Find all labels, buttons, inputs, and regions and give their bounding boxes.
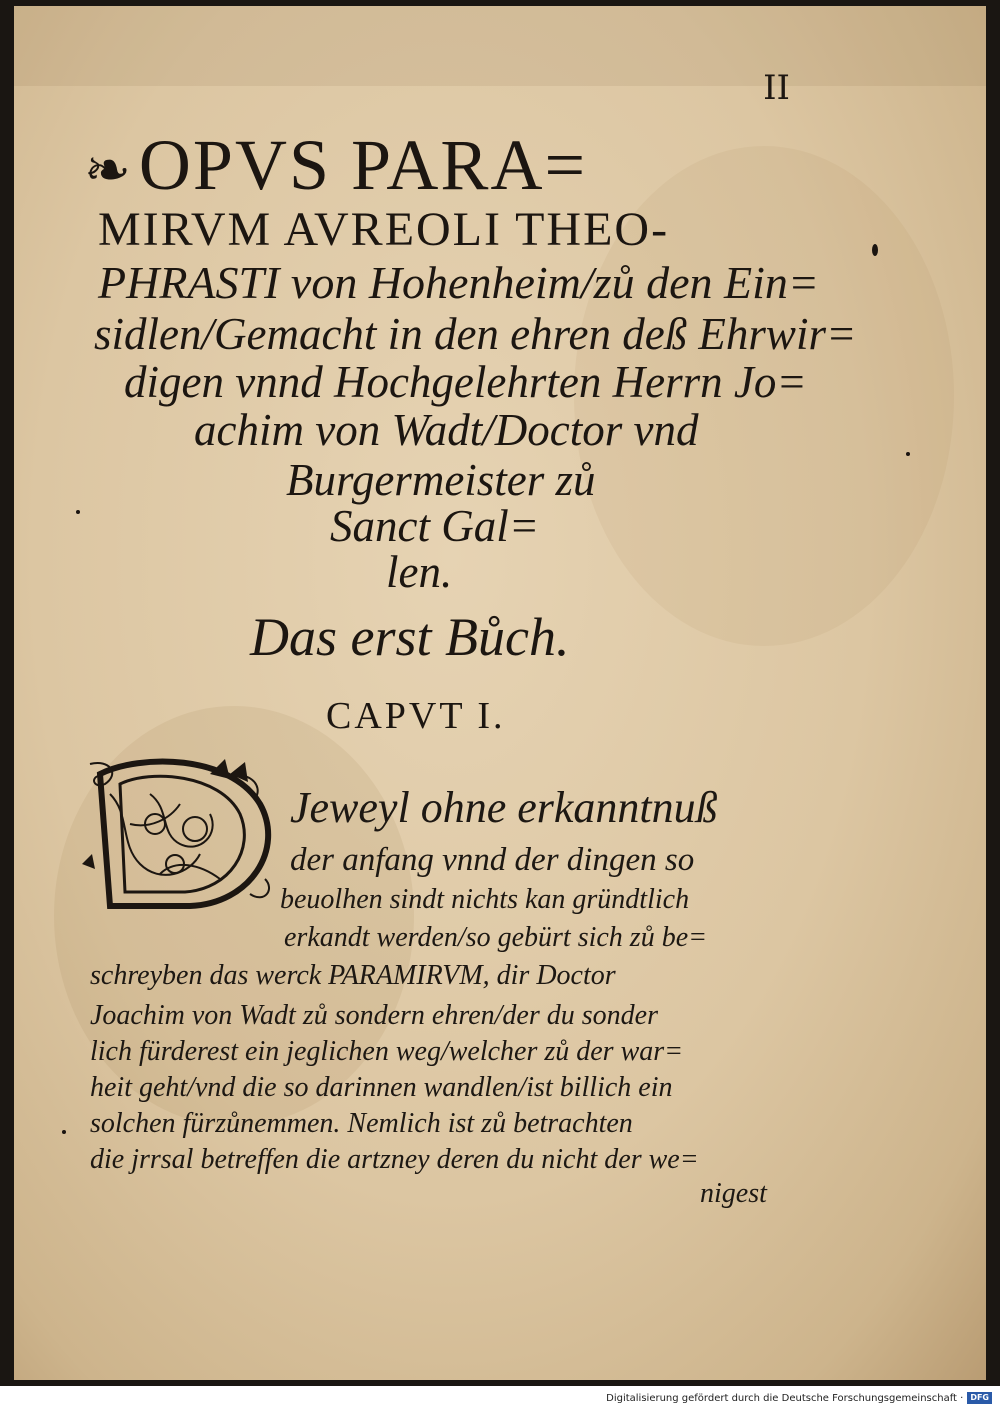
ink-spot xyxy=(62,1130,66,1134)
ink-spot xyxy=(906,452,910,456)
title-line-1 xyxy=(84,124,587,207)
book-page xyxy=(14,6,986,1380)
body-line-7: lich fürderest ein jeglichen weg/welcher zů der war= xyxy=(90,1036,684,1067)
book-heading: Das erst Bůch. xyxy=(250,607,570,667)
credit-text: Digitalisierung gefördert durch die Deutsche Forschungsgemeinschaft · xyxy=(606,1392,964,1404)
decorated-initial-d-icon xyxy=(80,754,280,912)
catchword: nigest xyxy=(700,1178,767,1209)
title-line-5: digen vnnd Hochgelehrten Herrn Jo= xyxy=(124,357,807,407)
digitization-credit xyxy=(606,1392,992,1404)
body-line-3: beuolhen sindt nichts kan gründtlich xyxy=(280,884,690,915)
body-line-8: heit geht/vnd die so darinnen wandlen/ist billich ein xyxy=(90,1072,673,1103)
title-line-4: sidlen/Gemacht in den ehren deß Ehrwir= xyxy=(94,309,857,359)
title-line-8: Sanct Gal= xyxy=(330,501,540,551)
edge-shadow xyxy=(14,6,986,86)
body-line-10: die jrrsal betreffen die artzney deren du nicht der we= xyxy=(90,1144,699,1175)
ink-spot xyxy=(76,510,80,514)
body-line-5: schreyben das werck PARAMIRVM, dir Doctor xyxy=(90,960,616,991)
chapter-heading: CAPVT I. xyxy=(326,695,506,737)
body-line-2: der anfang vnnd der dingen so xyxy=(290,842,695,878)
fleuron-ornament-icon: ❧ xyxy=(84,140,133,202)
title-line-1-text: OPVS PARA= xyxy=(138,125,588,205)
title-line-9: len. xyxy=(386,547,453,597)
ink-spot xyxy=(872,244,878,256)
title-line-3: PHRASTI von Hohenheim/zů den Ein= xyxy=(98,257,819,308)
body-line-4: erkandt werden/so gebürt sich zů be= xyxy=(284,922,708,953)
body-line-6: Joachim von Wadt zů sondern ehren/der du sonder xyxy=(90,1000,658,1031)
title-line-2: MIRVM AVREOLI THEO- xyxy=(98,203,670,256)
body-line-9: solchen fürzůnemmen. Nemlich ist zů betrachten xyxy=(90,1108,633,1139)
body-line-1: Jeweyl ohne erkanntnuß xyxy=(290,783,718,832)
dfg-logo-icon[interactable]: DFG xyxy=(967,1392,992,1404)
folio-number: II xyxy=(763,68,790,108)
title-line-6: achim von Wadt/Doctor vnd xyxy=(194,405,699,455)
title-line-7: Burgermeister zů xyxy=(286,455,596,505)
